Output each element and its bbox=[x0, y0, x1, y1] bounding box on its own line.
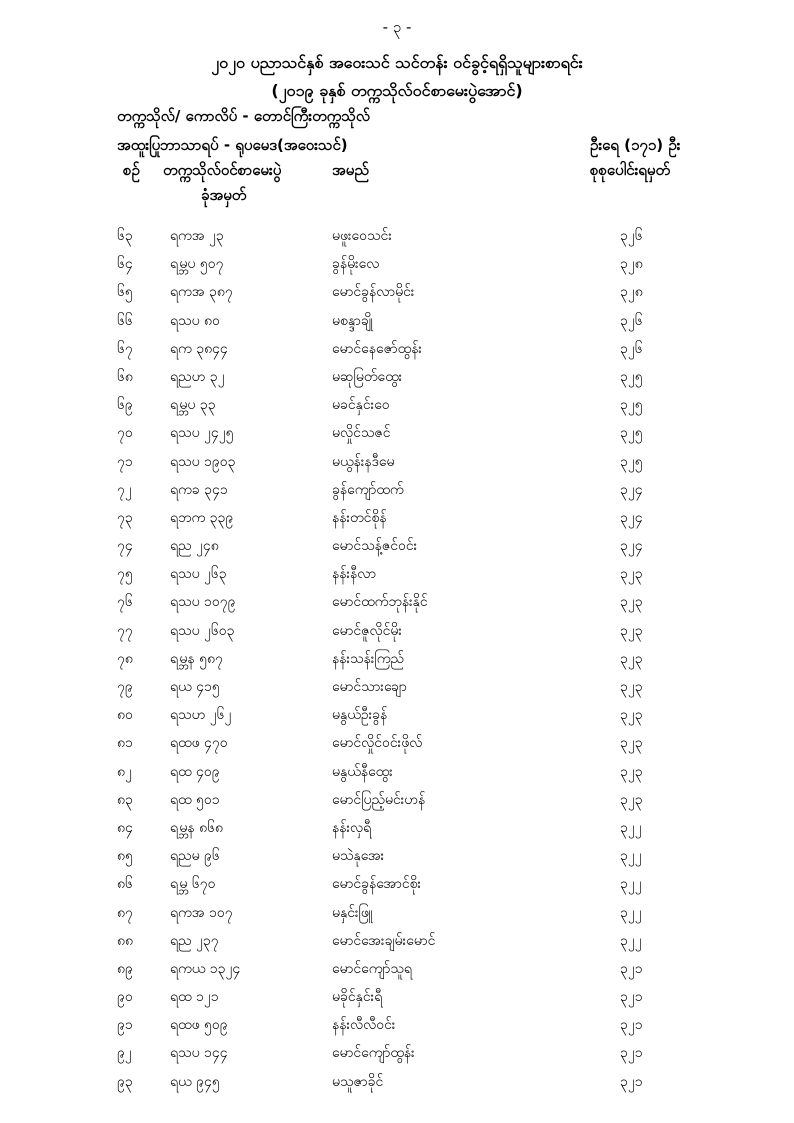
column-header-name: အမည် bbox=[332, 161, 369, 179]
name-cell: မောင်ခွန်အောင်စိုး bbox=[332, 876, 422, 893]
total-score-cell: ၃၂၂ bbox=[620, 904, 642, 921]
serial-cell: ၇၀ bbox=[117, 425, 133, 442]
serial-cell: ၆၇ bbox=[117, 340, 133, 357]
serial-cell: ၇၇ bbox=[117, 622, 133, 639]
total-score-cell: ၃၂၈ bbox=[620, 284, 643, 301]
name-cell: မခိုင်နှင်းရီ bbox=[332, 989, 383, 1006]
serial-cell: ၈၅ bbox=[117, 848, 133, 865]
serial-cell: ၆၅ bbox=[117, 284, 133, 301]
name-cell: မောင်ကျော်ထွန်း bbox=[332, 1045, 415, 1062]
serial-cell: ၈၃ bbox=[117, 791, 133, 808]
table-row bbox=[0, 531, 794, 559]
name-cell: နန်းတင်စိုန် bbox=[332, 509, 387, 526]
total-score-cell: ၃၂၄ bbox=[620, 538, 643, 555]
table-row bbox=[0, 1010, 794, 1038]
name-cell: နန်းနီလာ bbox=[332, 566, 377, 583]
name-cell: နန်းလီလီဝင်း bbox=[332, 1017, 396, 1034]
roll-number-cell: ရသပ ၂၆၀၃ bbox=[170, 622, 235, 639]
roll-number-cell: ရထ ၅၀၁ bbox=[170, 791, 220, 808]
roll-number-cell: ရသပ ၁၄၄ bbox=[170, 1045, 228, 1062]
table-row bbox=[0, 475, 794, 503]
name-cell: မောင်ခွန်လာမိုင်း bbox=[332, 284, 415, 301]
roll-number-cell: ရသပ ၈၀ bbox=[170, 312, 220, 329]
name-cell: မနှင်းဖြူ bbox=[332, 904, 373, 921]
roll-number-cell: ရသပ ၁၉၀၃ bbox=[170, 453, 236, 470]
serial-cell: ၉၁ bbox=[117, 1017, 133, 1034]
serial-cell: ၉၃ bbox=[117, 1073, 133, 1090]
roll-number-cell: ရကယ ၁၃၂၄ bbox=[170, 960, 241, 977]
serial-cell: ၈၂ bbox=[117, 763, 132, 780]
total-score-cell: ၃၂၆ bbox=[620, 312, 643, 329]
table-row bbox=[0, 1038, 794, 1066]
document-title: ၂၀၂၀ ပညာသင်နှစ် အဝေးသင် သင်တန်း ဝင်ခွင့်ရရှိသူများစာရင်း bbox=[211, 53, 583, 72]
name-cell: မောင်နေဇော်ထွန်း bbox=[332, 340, 422, 357]
table-row bbox=[0, 249, 794, 277]
serial-cell: ၇၄ bbox=[117, 538, 133, 555]
name-cell: မခင်နှင်းဝေ bbox=[332, 397, 390, 414]
serial-cell: ၉၂ bbox=[117, 1045, 132, 1062]
serial-cell: ၆၈ bbox=[117, 368, 133, 385]
roll-number-cell: ရက ၃၈၄၄ bbox=[170, 340, 228, 357]
roll-number-cell: ရမ္ဘပ ၅၀၇ bbox=[170, 256, 224, 273]
serial-cell: ၇၈ bbox=[117, 650, 133, 667]
table-row bbox=[0, 757, 794, 785]
serial-cell: ၆၃ bbox=[117, 228, 133, 244]
table-row bbox=[0, 418, 794, 446]
total-score-cell: ၃၂၁ bbox=[620, 1073, 643, 1090]
roll-number-cell: ရမ္ဘန ၈၆၈ bbox=[170, 819, 223, 836]
roll-number-cell: ရမ္ဘန ၅၈၇ bbox=[170, 650, 223, 667]
name-cell: မောင်သားချော bbox=[332, 679, 407, 695]
table-row bbox=[0, 306, 794, 334]
roll-number-cell: ရသပ ၂၆၃ bbox=[170, 566, 227, 583]
table-row bbox=[0, 616, 794, 644]
roll-number-cell: ရသပ ၂၄၂၅ bbox=[170, 425, 234, 442]
total-score-cell: ၃၂၂ bbox=[620, 932, 642, 949]
name-cell: မသူဇာခိုင် bbox=[332, 1073, 384, 1090]
name-cell: မောင်ကျော်သူရ bbox=[332, 960, 412, 977]
total-score-cell: ၃၂၅ bbox=[620, 453, 643, 470]
table-row bbox=[0, 390, 794, 418]
name-cell: မစန္ဒာချို bbox=[332, 312, 373, 329]
table-row bbox=[0, 362, 794, 390]
table-row bbox=[0, 334, 794, 362]
total-score-cell: ၃၂၃ bbox=[620, 566, 643, 583]
total-score-cell: ၃၂၁ bbox=[620, 960, 643, 977]
total-score-cell: ၃၂၅ bbox=[620, 425, 643, 442]
total-score-cell: ၃၂၃ bbox=[620, 594, 643, 611]
roll-number-cell: ရထ ၄၀၉ bbox=[170, 763, 220, 780]
name-cell: မနွယ်နီထွေး bbox=[332, 763, 393, 780]
table-row bbox=[0, 1067, 794, 1095]
roll-number-cell: ရသပ ၁၀၇၉ bbox=[170, 594, 236, 611]
table-row bbox=[0, 841, 794, 869]
total-score-cell: ၃၂၃ bbox=[620, 679, 643, 695]
serial-cell: ၇၃ bbox=[117, 509, 133, 526]
table-row bbox=[0, 559, 794, 587]
serial-cell: ၈၆ bbox=[117, 876, 133, 893]
document-subtitle: (၂၀၁၉ ခုနှစ် တက္ကသိုလ်ဝင်စာမေးပွဲအောင်) bbox=[271, 81, 523, 100]
name-cell: မလှိုင်သဇင် bbox=[332, 425, 391, 442]
serial-cell: ၈၄ bbox=[117, 819, 133, 836]
results-table bbox=[0, 221, 794, 1095]
serial-cell: ၆၄ bbox=[117, 256, 133, 273]
serial-cell: ၇၂ bbox=[117, 481, 132, 498]
total-score-cell: ၃၂၄ bbox=[620, 481, 643, 498]
serial-cell: ၉၀ bbox=[117, 989, 133, 1006]
total-score-cell: ၃၂၃ bbox=[620, 791, 643, 808]
table-row bbox=[0, 277, 794, 305]
serial-cell: ၈၀ bbox=[117, 707, 133, 724]
total-score-cell: ၃၂၈ bbox=[620, 256, 643, 273]
serial-cell: ၆၉ bbox=[117, 397, 133, 414]
roll-number-cell: ရမ္ဘ ၆၇၀ bbox=[170, 876, 216, 893]
column-header-total: စုစုပေါင်းရမှတ် bbox=[590, 161, 671, 179]
total-score-cell: ၃၂၃ bbox=[620, 650, 643, 667]
total-score-cell: ၃၂၃ bbox=[620, 735, 643, 752]
roll-number-cell: ရညမ ၉၆ bbox=[170, 848, 220, 865]
total-score-cell: ၃၂၂ bbox=[620, 848, 642, 865]
total-score-cell: ၃၂၂ bbox=[620, 876, 642, 893]
roll-number-cell: ရယ ၉၄၅ bbox=[170, 1073, 220, 1090]
serial-cell: ၈၈ bbox=[117, 932, 133, 949]
roll-number-cell: ရည ၂၄၈ bbox=[170, 538, 219, 555]
serial-cell: ၆၆ bbox=[117, 312, 133, 329]
name-cell: မဖူးဝေသင်း bbox=[332, 228, 392, 244]
table-row bbox=[0, 644, 794, 672]
roll-number-cell: ရညဟ ၃၂ bbox=[170, 368, 225, 385]
name-cell: မောင်ဇူလိုင်မိုး bbox=[332, 622, 402, 639]
name-cell: ခွန်မိုးလေ bbox=[332, 256, 380, 273]
page-number: - ၃ - bbox=[382, 18, 412, 36]
table-row bbox=[0, 221, 794, 249]
table-row bbox=[0, 785, 794, 813]
serial-cell: ၇၁ bbox=[117, 453, 133, 470]
total-score-cell: ၃၂၁ bbox=[620, 989, 643, 1006]
roll-number-cell: ရကအ ၂၃ bbox=[170, 228, 224, 244]
column-header-roll-sub: ခုံအမှတ် bbox=[201, 186, 247, 204]
name-cell: နန်းသန်းကြည် bbox=[332, 650, 404, 667]
table-row bbox=[0, 954, 794, 982]
roll-number-cell: ရယ ၄၁၅ bbox=[170, 679, 220, 695]
roll-number-cell: ရသဟ ၂၆၂ bbox=[170, 707, 232, 724]
student-count-label: ဦးရေ (၁၇၁) ဦး bbox=[590, 136, 681, 154]
total-score-cell: ၃၂၁ bbox=[620, 1017, 643, 1034]
serial-cell: ၇၆ bbox=[117, 594, 133, 611]
table-row bbox=[0, 813, 794, 841]
roll-number-cell: ရဘက ၃၃၉ bbox=[170, 509, 234, 526]
total-score-cell: ၃၂၁ bbox=[620, 1045, 643, 1062]
roll-number-cell: ရထဖ ၄၇၀ bbox=[170, 735, 228, 752]
total-score-cell: ၃၂၂ bbox=[620, 819, 642, 836]
roll-number-cell: ရထ ၁၂၁ bbox=[170, 989, 219, 1006]
roll-number-cell: ရထဖ ၅၀၉ bbox=[170, 1017, 228, 1034]
name-cell: မဆုမြတ်ထွေး bbox=[332, 368, 403, 385]
subject-label: အထူးပြုဘာသာရပ် - ရုပမေဒ(အဝေးသင်) bbox=[117, 136, 348, 154]
table-row bbox=[0, 926, 794, 954]
table-row bbox=[0, 672, 794, 700]
column-header-roll: တက္ကသိုလ်ဝင်စာမေးပွဲ bbox=[163, 161, 282, 179]
table-row bbox=[0, 728, 794, 756]
serial-cell: ၈၉ bbox=[117, 960, 133, 977]
name-cell: မောင်လှိုင်ဝင်းဖိုလ် bbox=[332, 735, 423, 752]
table-row bbox=[0, 982, 794, 1010]
total-score-cell: ၃၂၃ bbox=[620, 763, 643, 780]
name-cell: မယွန်းနဒီမေ bbox=[332, 453, 395, 470]
name-cell: မောင်ပြည့်မင်းဟန် bbox=[332, 791, 426, 808]
table-row bbox=[0, 700, 794, 728]
total-score-cell: ၃၂၅ bbox=[620, 368, 643, 385]
table-row bbox=[0, 503, 794, 531]
name-cell: မောင်ထက်ဘုန်းနိုင် bbox=[332, 594, 428, 611]
column-header-serial: စဉ် bbox=[123, 161, 140, 179]
name-cell: မောင်အေးချမ်းမောင် bbox=[332, 932, 436, 949]
total-score-cell: ၃၂၅ bbox=[620, 397, 643, 414]
serial-cell: ၈၁ bbox=[117, 735, 133, 752]
name-cell: မသဲနုအေး bbox=[332, 848, 385, 865]
table-row bbox=[0, 447, 794, 475]
name-cell: မနွယ်ဦးခွန် bbox=[332, 707, 388, 724]
serial-cell: ၇၅ bbox=[117, 566, 133, 583]
total-score-cell: ၃၂၃ bbox=[620, 622, 643, 639]
roll-number-cell: ရည ၂၃၇ bbox=[170, 932, 219, 949]
total-score-cell: ၃၂၃ bbox=[620, 707, 643, 724]
roll-number-cell: ရမ္ဘပ ၃၃ bbox=[170, 397, 216, 414]
serial-cell: ၈၇ bbox=[117, 904, 133, 921]
table-row bbox=[0, 898, 794, 926]
total-score-cell: ၃၂၆ bbox=[620, 228, 643, 244]
roll-number-cell: ရကအ ၁၀၇ bbox=[170, 904, 233, 921]
name-cell: ခွန်ကျော်ထက် bbox=[332, 481, 404, 498]
name-cell: မောင်သန့်ဇင်ဝင်း bbox=[332, 538, 418, 555]
total-score-cell: ၃၂၆ bbox=[620, 340, 643, 357]
name-cell: နန်းလှရီ bbox=[332, 819, 372, 836]
total-score-cell: ၃၂၄ bbox=[620, 509, 643, 526]
table-row bbox=[0, 869, 794, 897]
roll-number-cell: ရကအ ၃၈၇ bbox=[170, 284, 233, 301]
table-row bbox=[0, 587, 794, 615]
roll-number-cell: ရကခ ၃၄၁ bbox=[170, 481, 228, 498]
serial-cell: ၇၉ bbox=[117, 679, 133, 695]
university-label: တက္ကသိုလ်/ ကောလိပ် - ‌တောင်ကြီးတက္ကသိုလ် bbox=[117, 107, 370, 125]
